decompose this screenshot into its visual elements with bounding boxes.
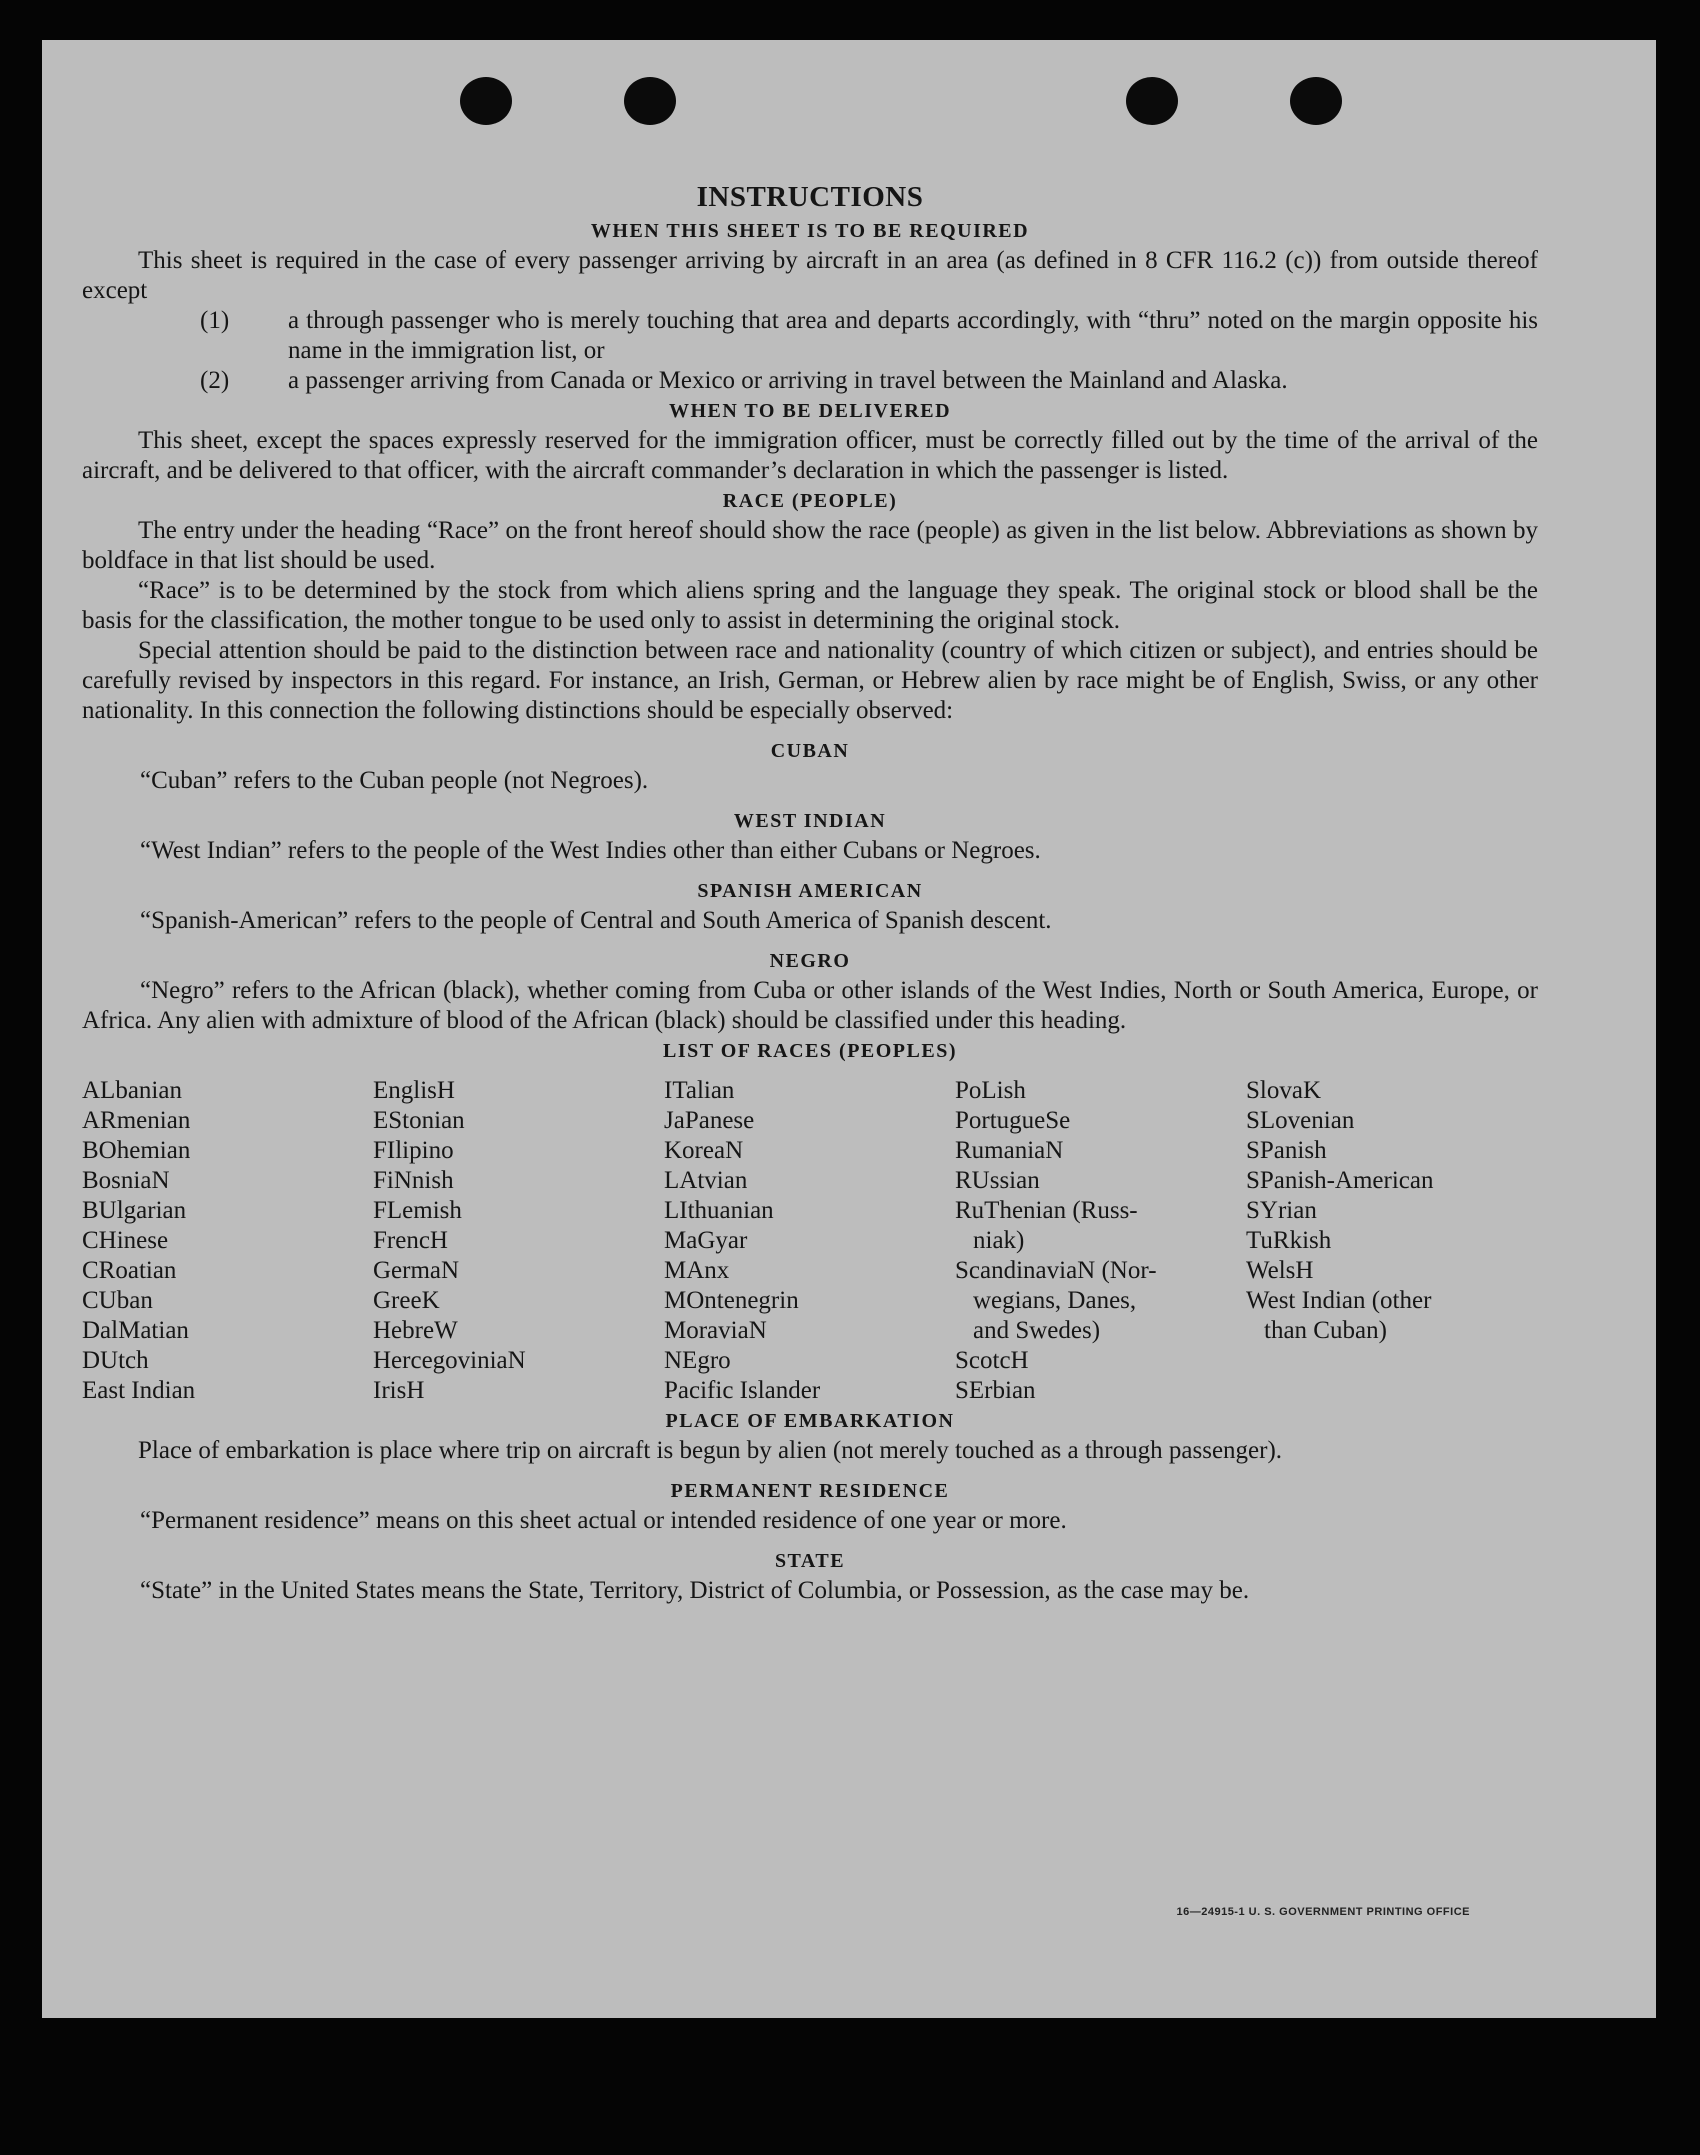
race-entry: LAtvian [664, 1167, 748, 1194]
race-entry: West Indian (other [1246, 1287, 1432, 1314]
list-item-text: a passenger arriving from Canada or Mexico or arriving in travel between the Mainland and Alaska. [288, 367, 1288, 394]
race-entry: CHinese [82, 1227, 169, 1254]
race-entry: Pacific Islander [664, 1377, 821, 1404]
list-item-text: a through passenger who is merely touching that area and departs accordingly, with “thru” noted on the margin opposite his name in the immigration list, or [288, 307, 1538, 364]
race-entry: JaPanese [664, 1107, 755, 1134]
race-entry: FiNnish [373, 1167, 454, 1194]
paragraph-embarkation: Place of embarkation is place where trip on aircraft is begun by alien (not merely touched as a through passenger). [138, 1437, 1283, 1464]
paragraph-negro: “Negro” refers to the African (black), whether coming from Cuba or other islands of the West Indies, North or South America, Europe, or Africa. Any alien with admixture of blood of the African (black) should be classified under this heading. [82, 977, 1538, 1034]
paragraph-residence: “Permanent residence” means on this sheet actual or intended residence of one year or more. [140, 1507, 1067, 1534]
race-entry: IrisH [373, 1377, 425, 1404]
list-item-number: (1) [200, 307, 230, 334]
race-entry: FIlipino [373, 1137, 454, 1164]
race-entry: FLemish [373, 1197, 462, 1224]
race-entry: ScotcH [955, 1347, 1029, 1374]
race-entry: PortugueSe [955, 1107, 1071, 1134]
race-entry: GermaN [373, 1257, 460, 1284]
race-entry: BUlgarian [82, 1197, 187, 1224]
paragraph-when-delivered: This sheet, except the spaces expressly reserved for the immigration officer, must be correctly filled out by the time of the arrival of the aircraft, and be delivered to that officer, with the aircraft commander’s declaration in which the passenger is listed. [82, 427, 1538, 484]
race-column [373, 1076, 664, 1406]
race-entry: East Indian [82, 1377, 196, 1404]
race-entry: ScandinaviaN (Nor- [955, 1257, 1157, 1284]
race-entry: EStonian [373, 1107, 465, 1134]
race-entry: ALbanian [82, 1077, 182, 1104]
race-entry: DalMatian [82, 1317, 189, 1344]
section-heading-residence: PERMANENT RESIDENCE [670, 1480, 950, 1502]
printing-office-code: 16—24915-1 U. S. GOVERNMENT PRINTING OFFICE [1176, 1906, 1470, 1918]
section-heading-cuban: CUBAN [770, 740, 850, 762]
paragraph-race-3: Special attention should be paid to the distinction between race and nationality (country of which citizen or subject), and entries should be carefully revised by inspectors in this regard. For instance, an Irish, German, or Hebrew alien by race might be of English, Swiss, or any other nationality. In this connection the following distinctions should be especially observed: [82, 637, 1538, 724]
race-entry: MAnx [664, 1257, 730, 1284]
race-entry: WelsH [1246, 1257, 1314, 1284]
race-entry: MOntenegrin [664, 1287, 799, 1314]
race-entry: BOhemian [82, 1137, 191, 1164]
race-list [82, 1076, 1538, 1406]
race-entry: FrencH [373, 1227, 448, 1254]
race-entry: RUssian [955, 1167, 1040, 1194]
document-page [42, 40, 1656, 2018]
section-heading-state: STATE [774, 1550, 846, 1572]
race-entry: ITalian [664, 1077, 735, 1104]
race-entry: HercegoviniaN [373, 1347, 526, 1374]
paragraph-when-required: This sheet is required in the case of every passenger arriving by aircraft in an area (as defined in 8 CFR 116.2 (c)) from outside thereof except [82, 247, 1538, 304]
list-item [82, 366, 1538, 396]
paragraph-west-indian: “West Indian” refers to the people of the West Indies other than either Cubans or Negroes. [140, 837, 1041, 864]
section-heading-when-delivered: WHEN TO BE DELIVERED [668, 400, 952, 422]
race-entry: EnglisH [373, 1077, 455, 1104]
punch-hole [624, 77, 676, 125]
race-entry: CRoatian [82, 1257, 177, 1284]
paragraph-spanish-american: “Spanish-American” refers to the people of Central and South America of Spanish descent. [140, 907, 1052, 934]
race-entry: LIthuanian [664, 1197, 774, 1224]
section-heading-race: RACE (PEOPLE) [722, 490, 898, 512]
list-item [82, 306, 1538, 366]
race-column [955, 1076, 1246, 1406]
paragraph-race-1: The entry under the heading “Race” on the front hereof should show the race (people) as given in the list below. Abbreviations as shown by boldface in that list should be used. [82, 517, 1538, 574]
list-item-number: (2) [200, 367, 230, 394]
paragraph-cuban: “Cuban” refers to the Cuban people (not Negroes). [140, 767, 649, 794]
section-heading-west-indian: WEST INDIAN [733, 810, 887, 832]
race-column [1246, 1076, 1537, 1406]
race-entry: HebreW [373, 1317, 458, 1344]
section-heading-when-required: WHEN THIS SHEET IS TO BE REQUIRED [590, 220, 1030, 242]
paragraph-race-2: “Race” is to be determined by the stock from which aliens spring and the language they speak. The original stock or blood shall be the basis for the classification, the mother tongue to be used only to assist in determining the original stock. [82, 577, 1538, 634]
section-heading-spanish-american: SPANISH AMERICAN [697, 880, 923, 902]
race-entry: KoreaN [664, 1137, 744, 1164]
page-title: INSTRUCTIONS [696, 181, 924, 213]
race-column [82, 1076, 373, 1406]
race-entry: ARmenian [82, 1107, 191, 1134]
race-entry: SLovenian [1246, 1107, 1355, 1134]
race-column [664, 1076, 955, 1406]
race-entry: niak) [973, 1227, 1025, 1254]
section-heading-embarkation: PLACE OF EMBARKATION [665, 1410, 955, 1432]
race-entry: SErbian [955, 1377, 1036, 1404]
punch-hole [1290, 77, 1342, 125]
punch-hole [460, 77, 512, 125]
race-entry: SYrian [1246, 1197, 1317, 1224]
race-entry: GreeK [373, 1287, 440, 1314]
instructions-content [82, 178, 1538, 1606]
race-entry: MoraviaN [664, 1317, 767, 1344]
race-entry: SPanish [1246, 1137, 1327, 1164]
race-entry: SPanish-American [1246, 1167, 1434, 1194]
race-entry: SlovaK [1246, 1077, 1321, 1104]
race-entry: PoLish [955, 1077, 1026, 1104]
race-entry: NEgro [664, 1347, 731, 1374]
race-entry: wegians, Danes, [973, 1287, 1137, 1314]
punch-hole [1126, 77, 1178, 125]
race-entry: MaGyar [664, 1227, 748, 1254]
race-entry: RuThenian (Russ- [955, 1197, 1138, 1224]
race-entry: CUban [82, 1287, 153, 1314]
race-entry: than Cuban) [1264, 1317, 1387, 1344]
race-entry: DUtch [82, 1347, 149, 1374]
race-entry: and Swedes) [973, 1317, 1101, 1344]
section-heading-list-of-races: LIST OF RACES (PEOPLES) [662, 1040, 957, 1062]
race-entry: TuRkish [1246, 1227, 1332, 1254]
race-entry: BosniaN [82, 1167, 170, 1194]
race-entry: RumaniaN [955, 1137, 1064, 1164]
paragraph-state: “State” in the United States means the State, Territory, District of Columbia, or Possession, as the case may be. [140, 1577, 1250, 1604]
section-heading-negro: NEGRO [769, 950, 851, 972]
